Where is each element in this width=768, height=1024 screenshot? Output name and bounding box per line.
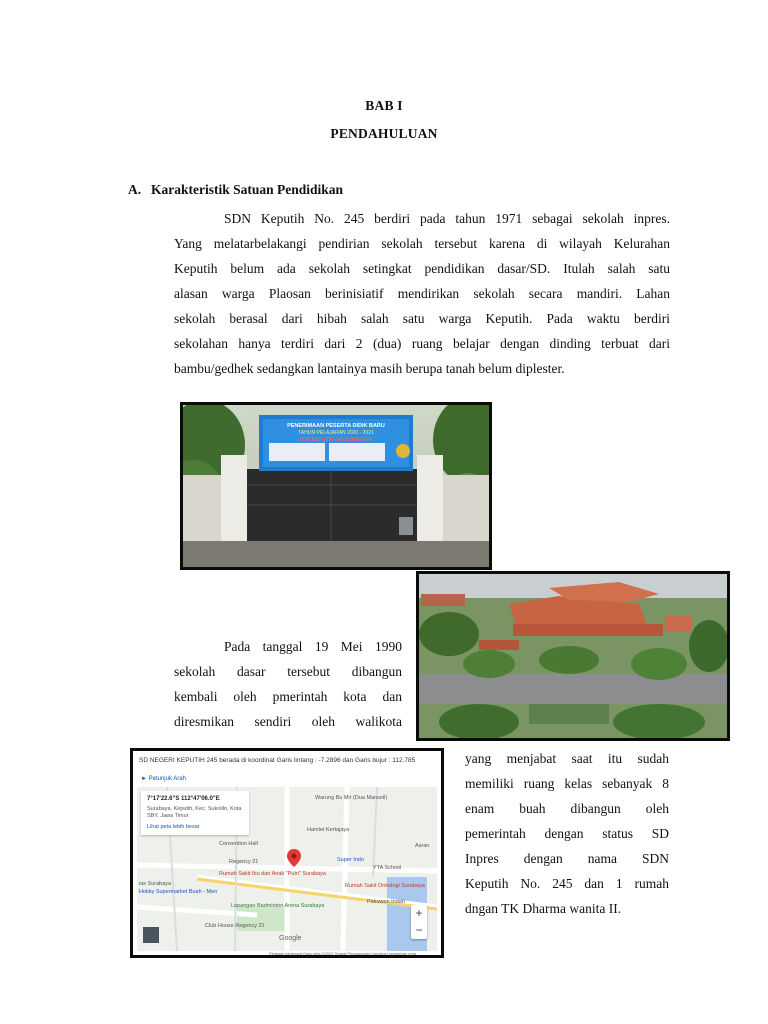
chapter-heading: BAB I	[365, 98, 403, 113]
paragraph-rebuild-left	[174, 634, 402, 734]
place-hamlet: Hamlet Kertajaya	[307, 827, 350, 833]
directions-link[interactable]: ► Petunjuk Arah	[141, 776, 186, 782]
place-yta-school: YTA School	[373, 865, 402, 871]
paragraph-line: enam buah dibangun oleh	[465, 801, 669, 816]
place-convention-hall: Convention Hall	[219, 841, 258, 847]
place-warung: Warung Bu Mir (Dua Mansell)	[315, 795, 388, 801]
place-lapangan: Lapangan Badminton Arena Surabaya	[231, 903, 325, 909]
paragraph-history	[174, 206, 670, 381]
place-regency: Regency 21	[229, 859, 259, 865]
map-footer: Pintasan keyboard Data peta ©2022 Syarat Penggunaan Laporkan kesalahan peta	[269, 951, 417, 956]
map-info-card	[141, 791, 249, 835]
paragraph-rebuild-right	[465, 746, 669, 921]
section-label: A.	[128, 182, 142, 197]
paragraph-line: Pada tanggal 19 Mei 1990	[224, 639, 402, 654]
banner-line-1: PENERIMAAN PESERTA DIDIK BARU	[287, 423, 385, 429]
school-gate-photo	[180, 402, 492, 570]
place-super-indo: Super Indo	[337, 857, 364, 863]
map-coords: 7°17'22.6"S 112°47'06.0"E	[147, 796, 220, 802]
map-canvas[interactable]	[137, 787, 437, 951]
paragraph-line: sekolah berasal dari hibah salah satu warga Keputih. Pada waktu berdiri	[174, 311, 670, 326]
paragraph-line: memiliki ruang kelas sebanyak 8	[465, 776, 669, 791]
map-address: Surabaya, Keputih, Kec. Sukolilo, Kota SBY, Jawa Timur	[147, 806, 242, 819]
place-surabaya-left: ias Surabaya	[139, 881, 172, 887]
view-larger-map-link[interactable]: Lihat peta lebih besar	[147, 824, 200, 830]
school-gate-image	[183, 405, 489, 567]
paragraph-line: dngan TK Dharma wanita II.	[465, 901, 622, 916]
place-rumah-sakit-onkologi: Rumah Sakit Onkologi Surabaya	[345, 883, 425, 889]
aerial-school-photo	[416, 571, 730, 741]
aerial-school-image	[419, 574, 727, 738]
banner-line-3: SDN KEPUTIH 245 SURABAYA	[299, 437, 373, 443]
paragraph-line: bambu/gedhek sedangkan lantainya masih berupa tanah belum diplester.	[174, 361, 565, 376]
paragraph-line: kembali oleh pmerintah kota dan	[174, 689, 402, 704]
zoom-out-button[interactable]: −	[415, 923, 423, 937]
place-rumah-sakit: Rumah Sakit Ibu dan Anak "Putri" Surabaya	[219, 871, 326, 877]
paragraph-line: Keputih No. 245 dan 1 rumah	[465, 876, 669, 891]
map-pin-icon[interactable]	[287, 849, 301, 867]
place-hokky: Hokky Supermarket Buah - Men	[139, 889, 218, 895]
paragraph-line: Yang melatarbelakangi pendirian sekolah tersebut karena di wilayah Kelurahan	[174, 236, 670, 251]
paragraph-line: diresmikan sendiri oleh walikota	[174, 714, 402, 729]
google-logo: Google	[279, 935, 302, 942]
map-zoom-control[interactable]	[411, 905, 427, 939]
paragraph-line: Keputih belum ada sekolah setingkat pendidikan dasar/SD. Itulah salah satu	[174, 261, 670, 276]
school-location-map[interactable]	[130, 748, 444, 958]
place-road-label: Pakuwon Indah	[367, 899, 405, 905]
place-asran: Asran	[415, 843, 430, 849]
paragraph-line: Inpres dengan nama SDN	[465, 851, 669, 866]
paragraph-line: yang menjabat saat itu sudah	[465, 751, 669, 766]
map-coordinate-header: SD NEGERI KEPUTIH 245 berada di koordinat Garis lintang : -7.2896 dan Garis bujur : 112.785	[139, 757, 416, 764]
zoom-in-button[interactable]: +	[415, 906, 423, 920]
section-title: Karakteristik Satuan Pendidikan	[151, 182, 344, 197]
paragraph-line: alasan warga Plaosan berinisiatif mendirikan sekolah secara mandiri. Lahan	[174, 286, 670, 301]
banner-line-2: TAHUN PELAJARAN 2020 - 2021	[298, 430, 374, 436]
paragraph-line: SDN Keputih No. 245 berdiri pada tahun 1971 sebagai sekolah inpres.	[224, 211, 670, 226]
chapter-title: PENDAHULUAN	[330, 126, 438, 141]
place-club-house: Club House Regency 21	[205, 923, 265, 929]
street-view-thumbnail[interactable]	[143, 927, 159, 943]
paragraph-line: sekolah dasar tersebut dibangun	[174, 664, 402, 679]
paragraph-line: sekolahan hanya terdiri dari 2 (dua) ruang belajar dengan dinding terbuat dari	[174, 336, 670, 351]
paragraph-line: pemerintah dengan status SD	[465, 826, 669, 841]
